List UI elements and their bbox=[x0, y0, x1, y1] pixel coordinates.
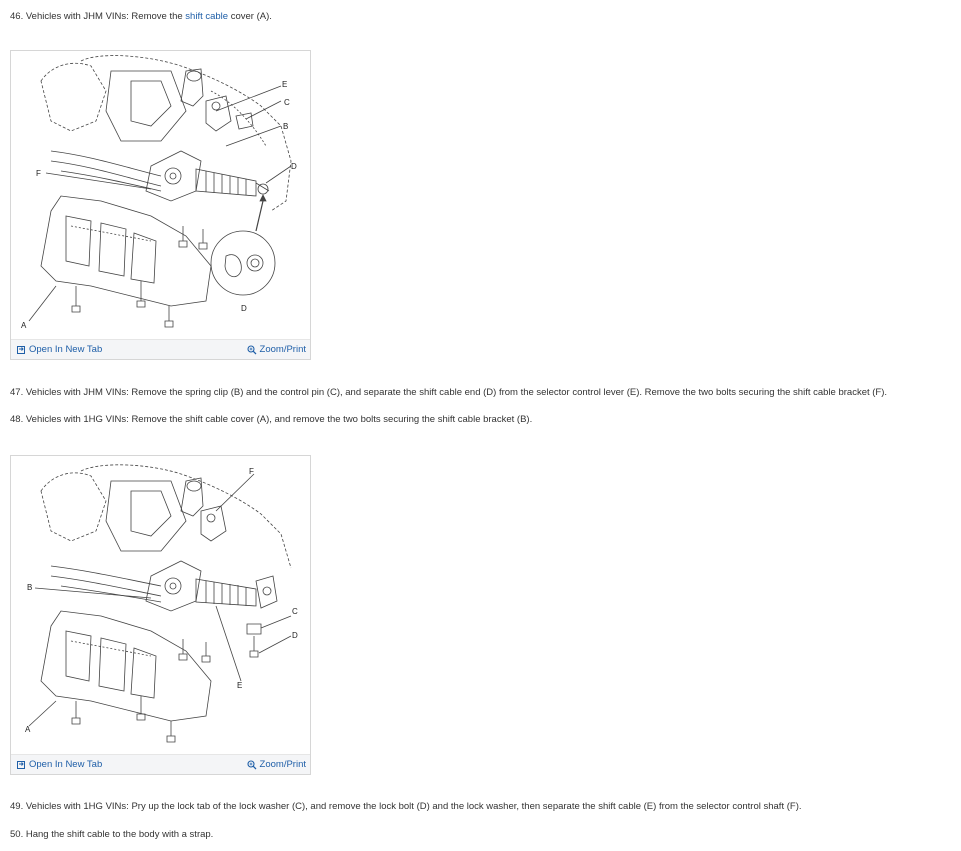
callout-c: C bbox=[284, 98, 290, 107]
transmission-diagram-1 bbox=[11, 51, 310, 340]
open-tab-icon bbox=[17, 760, 26, 769]
figure-2-toolbar bbox=[11, 754, 310, 774]
step-46 bbox=[10, 11, 272, 23]
zoom-print-label: Zoom/Print bbox=[259, 344, 306, 355]
callout-a: A bbox=[21, 321, 27, 330]
figure-2-open-tab-button[interactable] bbox=[17, 759, 102, 770]
transmission-diagram-2 bbox=[11, 456, 310, 755]
figure-2 bbox=[10, 455, 311, 775]
step-48: 48. Vehicles with 1HG VINs: Remove the shift cable cover (A), and remove the two bolts securing the shift cable bracket (B). bbox=[10, 414, 533, 425]
figure-1 bbox=[10, 50, 311, 360]
zoom-icon bbox=[247, 760, 257, 770]
figure-1-open-tab-button[interactable] bbox=[17, 344, 102, 355]
shift-cable-link[interactable]: shift cable bbox=[185, 11, 229, 22]
figure-1-toolbar bbox=[11, 339, 310, 359]
open-tab-label-2: Open In New Tab bbox=[29, 759, 103, 770]
step-49: 49. Vehicles with 1HG VINs: Pry up the lock tab of the lock washer (C), and remove the lock bolt (D) and the lock washer, then separate the shift cable (E) from the selector control shaft (F). bbox=[10, 801, 802, 812]
figure-2-zoom-print-button[interactable] bbox=[247, 759, 306, 770]
callout-b: B bbox=[283, 122, 289, 131]
step-50: 50. Hang the shift cable to the body with a strap. bbox=[10, 829, 214, 840]
open-tab-icon bbox=[17, 345, 26, 354]
callout-e: E bbox=[282, 80, 288, 89]
step-46-prefix: 46. Vehicles with JHM VINs: Remove the bbox=[10, 11, 186, 22]
figure-2-illustration[interactable] bbox=[11, 456, 310, 755]
callout-d-2: D bbox=[292, 631, 298, 640]
callout-f: F bbox=[36, 169, 41, 178]
callout-b-2: B bbox=[27, 583, 33, 592]
callout-e-2: E bbox=[237, 681, 243, 690]
callout-d: D bbox=[291, 162, 297, 171]
figure-1-zoom-print-button[interactable] bbox=[247, 344, 306, 355]
zoom-icon bbox=[247, 345, 257, 355]
zoom-print-label-2: Zoom/Print bbox=[259, 759, 306, 770]
open-tab-label: Open In New Tab bbox=[29, 344, 103, 355]
figure-1-illustration[interactable] bbox=[11, 51, 310, 340]
step-47: 47. Vehicles with JHM VINs: Remove the spring clip (B) and the control pin (C), and separate the shift cable end (D) from the selector control lever (E). Remove the two bolts securing the shift cable bracket (F). bbox=[10, 387, 888, 398]
callout-f-2: F bbox=[249, 467, 254, 476]
step-46-suffix: cover (A). bbox=[228, 11, 272, 22]
callout-c-2: C bbox=[292, 607, 298, 616]
callout-a-2: A bbox=[25, 725, 31, 734]
callout-d-detail: D bbox=[241, 304, 247, 313]
